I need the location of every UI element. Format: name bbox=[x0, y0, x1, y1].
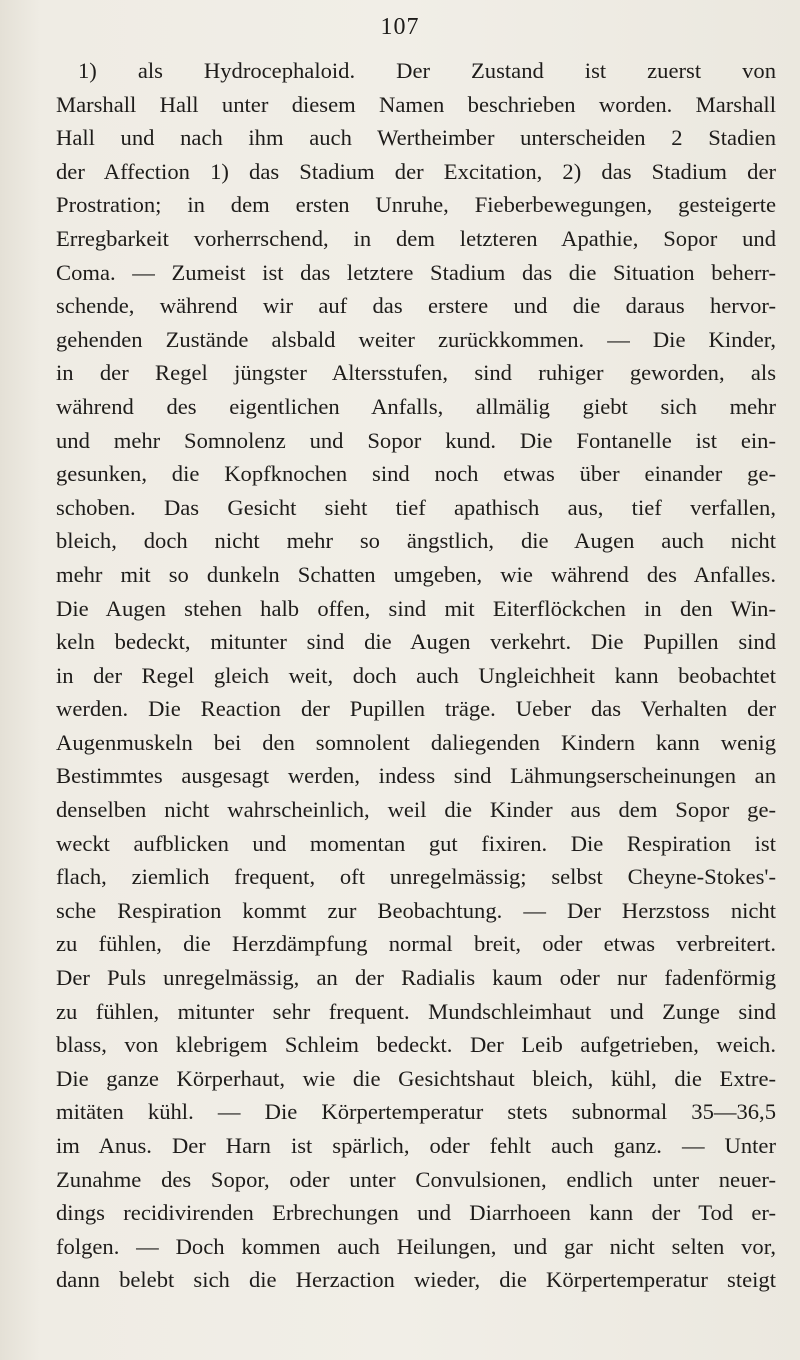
text-line: blass, von klebrigem Schleim bedeckt. Der Leib aufgetrieben, weich. bbox=[56, 1032, 776, 1058]
text-line: und mehr Somnolenz und Sopor kund. Die Fontanelle ist ein- bbox=[56, 427, 776, 453]
text-line: Erregbarkeit vorherrschend, in dem letzteren Apathie, Sopor und bbox=[56, 225, 776, 251]
text-line: in der Regel gleich weit, doch auch Ungleichheit kann beobachtet bbox=[56, 662, 776, 688]
text-line: sche Respiration kommt zur Beobachtung. — Der Herzstoss nicht bbox=[56, 897, 776, 923]
text-line: flach, ziemlich frequent, oft unregelmässig; selbst Cheyne-Stokes'- bbox=[56, 864, 776, 890]
text-line: folgen. — Doch kommen auch Heilungen, und gar nicht selten vor, bbox=[56, 1233, 776, 1259]
text-line: gehenden Zustände alsbald weiter zurückkommen. — Die Kinder, bbox=[56, 326, 776, 352]
text-line: dings recidivirenden Erbrechungen und Diarrhoeen kann der Tod er- bbox=[56, 1200, 776, 1226]
text-line: Die Augen stehen halb offen, sind mit Eiterflöckchen in den Win- bbox=[56, 595, 776, 621]
text-line: im Anus. Der Harn ist spärlich, oder fehlt auch ganz. — Unter bbox=[56, 1133, 776, 1158]
text-line: Zunahme des Sopor, oder unter Convulsionen, endlich unter neuer- bbox=[56, 1166, 776, 1192]
text-line: in der Regel jüngster Altersstufen, sind ruhiger geworden, als bbox=[56, 360, 776, 386]
text-line: Coma. — Zumeist ist das letztere Stadium das die Situation beherr- bbox=[56, 259, 776, 285]
text-line: der Affection 1) das Stadium der Excitation, 2) das Stadium der bbox=[56, 158, 776, 184]
text-line: gesunken, die Kopfknochen sind noch etwas über einander ge- bbox=[56, 461, 776, 487]
text-line: zu fühlen, die Herzdämpfung normal breit, oder etwas verbreitert. bbox=[56, 931, 776, 957]
page-number: 107 bbox=[380, 14, 420, 40]
text-line: Marshall Hall unter diesem Namen beschrieben worden. Marshall bbox=[56, 91, 776, 117]
text-line: Augenmuskeln bei den somnolent daliegenden Kindern kann wenig bbox=[56, 729, 776, 755]
text-line: schende, während wir auf das erstere und die daraus hervor- bbox=[56, 293, 776, 319]
text-line: zu fühlen, mitunter sehr frequent. Mundschleimhaut und Zunge sind bbox=[56, 998, 776, 1024]
text-line: während des eigentlichen Anfalls, allmälig giebt sich mehr bbox=[56, 393, 776, 419]
text-line: Der Puls unregelmässig, an der Radialis kaum oder nur fadenförmig bbox=[56, 965, 776, 991]
text-line: bleich, doch nicht mehr so ängstlich, die Augen auch nicht bbox=[56, 528, 776, 554]
text-line: dann belebt sich die Herzaction wieder, die Körpertemperatur steigt bbox=[56, 1267, 776, 1293]
text-line: keln bedeckt, mitunter sind die Augen verkehrt. Die Pupillen sind bbox=[56, 629, 776, 655]
text-line: 1) als Hydrocephaloid. Der Zustand ist zuerst von bbox=[78, 58, 776, 83]
text-line: werden. Die Reaction der Pupillen träge. Ueber das Verhalten der bbox=[56, 696, 776, 722]
body-text bbox=[56, 54, 776, 1297]
text-line: denselben nicht wahrscheinlich, weil die Kinder aus dem Sopor ge- bbox=[56, 797, 776, 823]
text-line: Prostration; in dem ersten Unruhe, Fieberbewegungen, gesteigerte bbox=[56, 192, 776, 218]
text-line: Bestimmtes ausgesagt werden, indess sind Lähmungserscheinungen an bbox=[56, 763, 776, 789]
text-line: weckt aufblicken und momentan gut fixiren. Die Respiration ist bbox=[56, 830, 776, 856]
text-line: mehr mit so dunkeln Schatten umgeben, wie während des Anfalles. bbox=[56, 561, 776, 587]
text-line: schoben. Das Gesicht sieht tief apathisch aus, tief verfallen, bbox=[56, 494, 776, 520]
text-line: Hall und nach ihm auch Wertheimber unterscheiden 2 Stadien bbox=[56, 125, 776, 151]
text-line: Die ganze Körperhaut, wie die Gesichtshaut bleich, kühl, die Extre- bbox=[56, 1065, 776, 1091]
text-line: mitäten kühl. — Die Körpertemperatur stets subnormal 35—36,5 bbox=[56, 1099, 776, 1125]
